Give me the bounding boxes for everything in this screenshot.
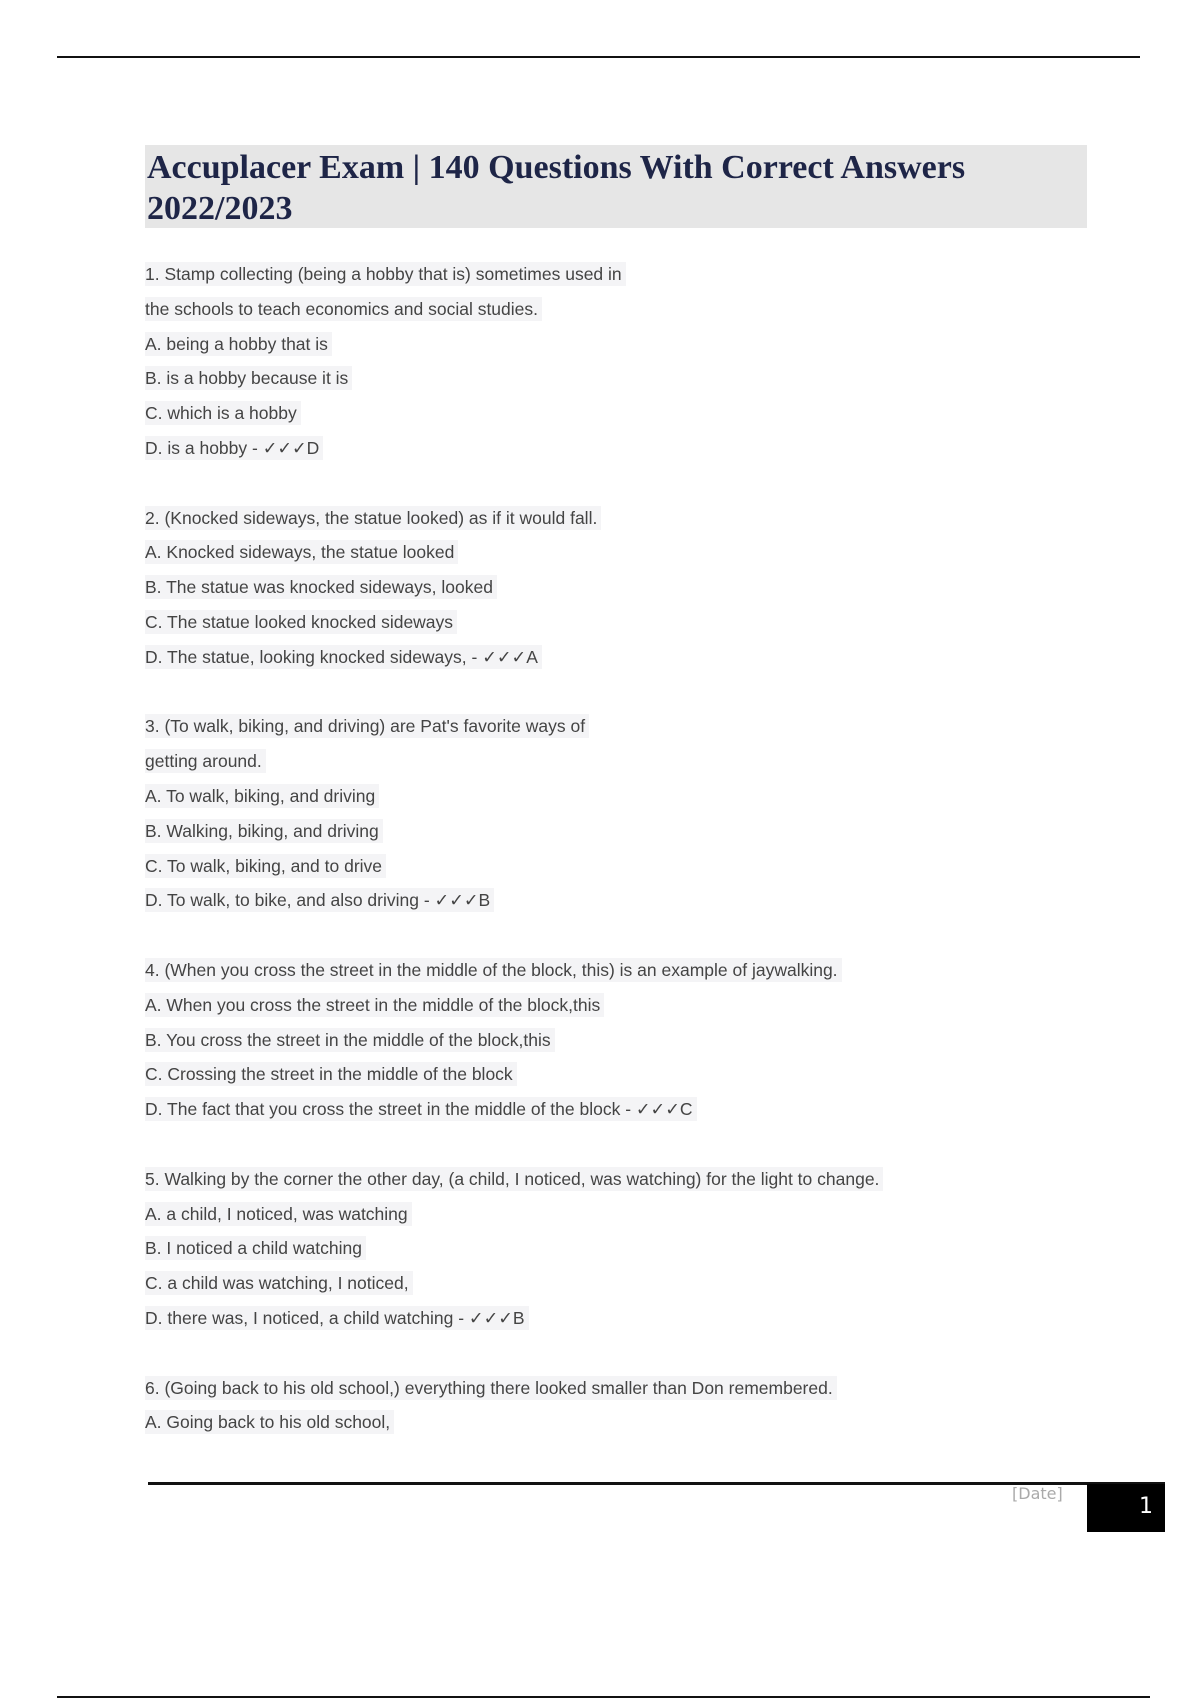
question-line <box>145 292 1085 327</box>
question-line <box>145 396 1085 431</box>
question-line <box>145 570 1085 605</box>
line-text: A. When you cross the street in the middle of the block,this <box>145 993 604 1017</box>
question-text <box>145 709 1085 744</box>
question-line <box>145 1231 1085 1266</box>
line-text: C. Crossing the street in the middle of the block <box>145 1062 517 1086</box>
question-line <box>145 431 1085 466</box>
line-text: A. To walk, biking, and driving <box>145 784 379 808</box>
line-text: 3. (To walk, biking, and driving) are Pat's favorite ways of <box>145 714 589 738</box>
footer-date: [Date] <box>1012 1484 1063 1503</box>
title-box <box>145 145 1087 228</box>
line-text: getting around. <box>145 749 266 773</box>
question-spacer <box>145 1336 1085 1371</box>
line-text: A. a child, I noticed, was watching <box>145 1202 412 1226</box>
question-list <box>145 257 1085 1440</box>
question-line <box>145 988 1085 1023</box>
header-rule <box>57 56 1140 58</box>
question-line <box>145 640 1085 675</box>
line-text: C. which is a hobby <box>145 401 301 425</box>
question-text <box>145 1371 1085 1406</box>
line-text: 6. (Going back to his old school,) everything there looked smaller than Don remembered. <box>145 1376 837 1400</box>
question-line <box>145 605 1085 640</box>
line-text: D. The fact that you cross the street in the middle of the block - ✓✓✓C <box>145 1097 697 1121</box>
line-text: B. I noticed a child watching <box>145 1236 366 1260</box>
line-text: A. Going back to his old school, <box>145 1410 394 1434</box>
question-line <box>145 1405 1085 1440</box>
page-number: 1 <box>1087 1484 1165 1532</box>
line-text: B. is a hobby because it is <box>145 366 352 390</box>
line-text: D. there was, I noticed, a child watching - ✓✓✓B <box>145 1306 529 1330</box>
question-line <box>145 1023 1085 1058</box>
question-spacer <box>145 918 1085 953</box>
question-line <box>145 1057 1085 1092</box>
question-3 <box>145 709 1085 918</box>
question-line <box>145 883 1085 918</box>
question-text <box>145 953 1085 988</box>
question-5 <box>145 1162 1085 1336</box>
question-spacer <box>145 675 1085 710</box>
line-text: C. a child was watching, I noticed, <box>145 1271 413 1295</box>
line-text: B. The statue was knocked sideways, looked <box>145 575 497 599</box>
question-2 <box>145 501 1085 675</box>
question-line <box>145 1301 1085 1336</box>
document-title: Accuplacer Exam | 140 Questions With Correct Answers 2022/2023 <box>147 149 966 227</box>
question-text <box>145 501 1085 536</box>
question-spacer <box>145 1127 1085 1162</box>
line-text: D. is a hobby - ✓✓✓D <box>145 436 323 460</box>
question-line <box>145 744 1085 779</box>
line-text: 1. Stamp collecting (being a hobby that is) sometimes used in <box>145 262 626 286</box>
question-line <box>145 779 1085 814</box>
question-line <box>145 1092 1085 1127</box>
line-text: A. Knocked sideways, the statue looked <box>145 540 458 564</box>
question-line <box>145 1266 1085 1301</box>
line-text: C. The statue looked knocked sideways <box>145 610 457 634</box>
question-line <box>145 849 1085 884</box>
question-line <box>145 327 1085 362</box>
line-text: D. The statue, looking knocked sideways, - ✓✓✓A <box>145 645 542 669</box>
question-1 <box>145 257 1085 466</box>
line-text: 2. (Knocked sideways, the statue looked) as if it would fall. <box>145 506 601 530</box>
question-line <box>145 814 1085 849</box>
question-spacer <box>145 466 1085 501</box>
line-text: 4. (When you cross the street in the middle of the block, this) is an example of jaywalking. <box>145 958 842 982</box>
line-text: the schools to teach economics and social studies. <box>145 297 542 321</box>
line-text: A. being a hobby that is <box>145 332 332 356</box>
line-text: B. You cross the street in the middle of the block,this <box>145 1028 555 1052</box>
question-text <box>145 257 1085 292</box>
question-line <box>145 361 1085 396</box>
question-4 <box>145 953 1085 1127</box>
question-line <box>145 535 1085 570</box>
line-text: 5. Walking by the corner the other day, (a child, I noticed, was watching) for the light to change. <box>145 1167 883 1191</box>
question-text <box>145 1162 1085 1197</box>
line-text: D. To walk, to bike, and also driving - ✓✓✓B <box>145 888 494 912</box>
page-bottom-rule <box>57 1696 1150 1698</box>
question-line <box>145 1197 1085 1232</box>
question-6 <box>145 1371 1085 1441</box>
line-text: C. To walk, biking, and to drive <box>145 854 386 878</box>
line-text: B. Walking, biking, and driving <box>145 819 383 843</box>
